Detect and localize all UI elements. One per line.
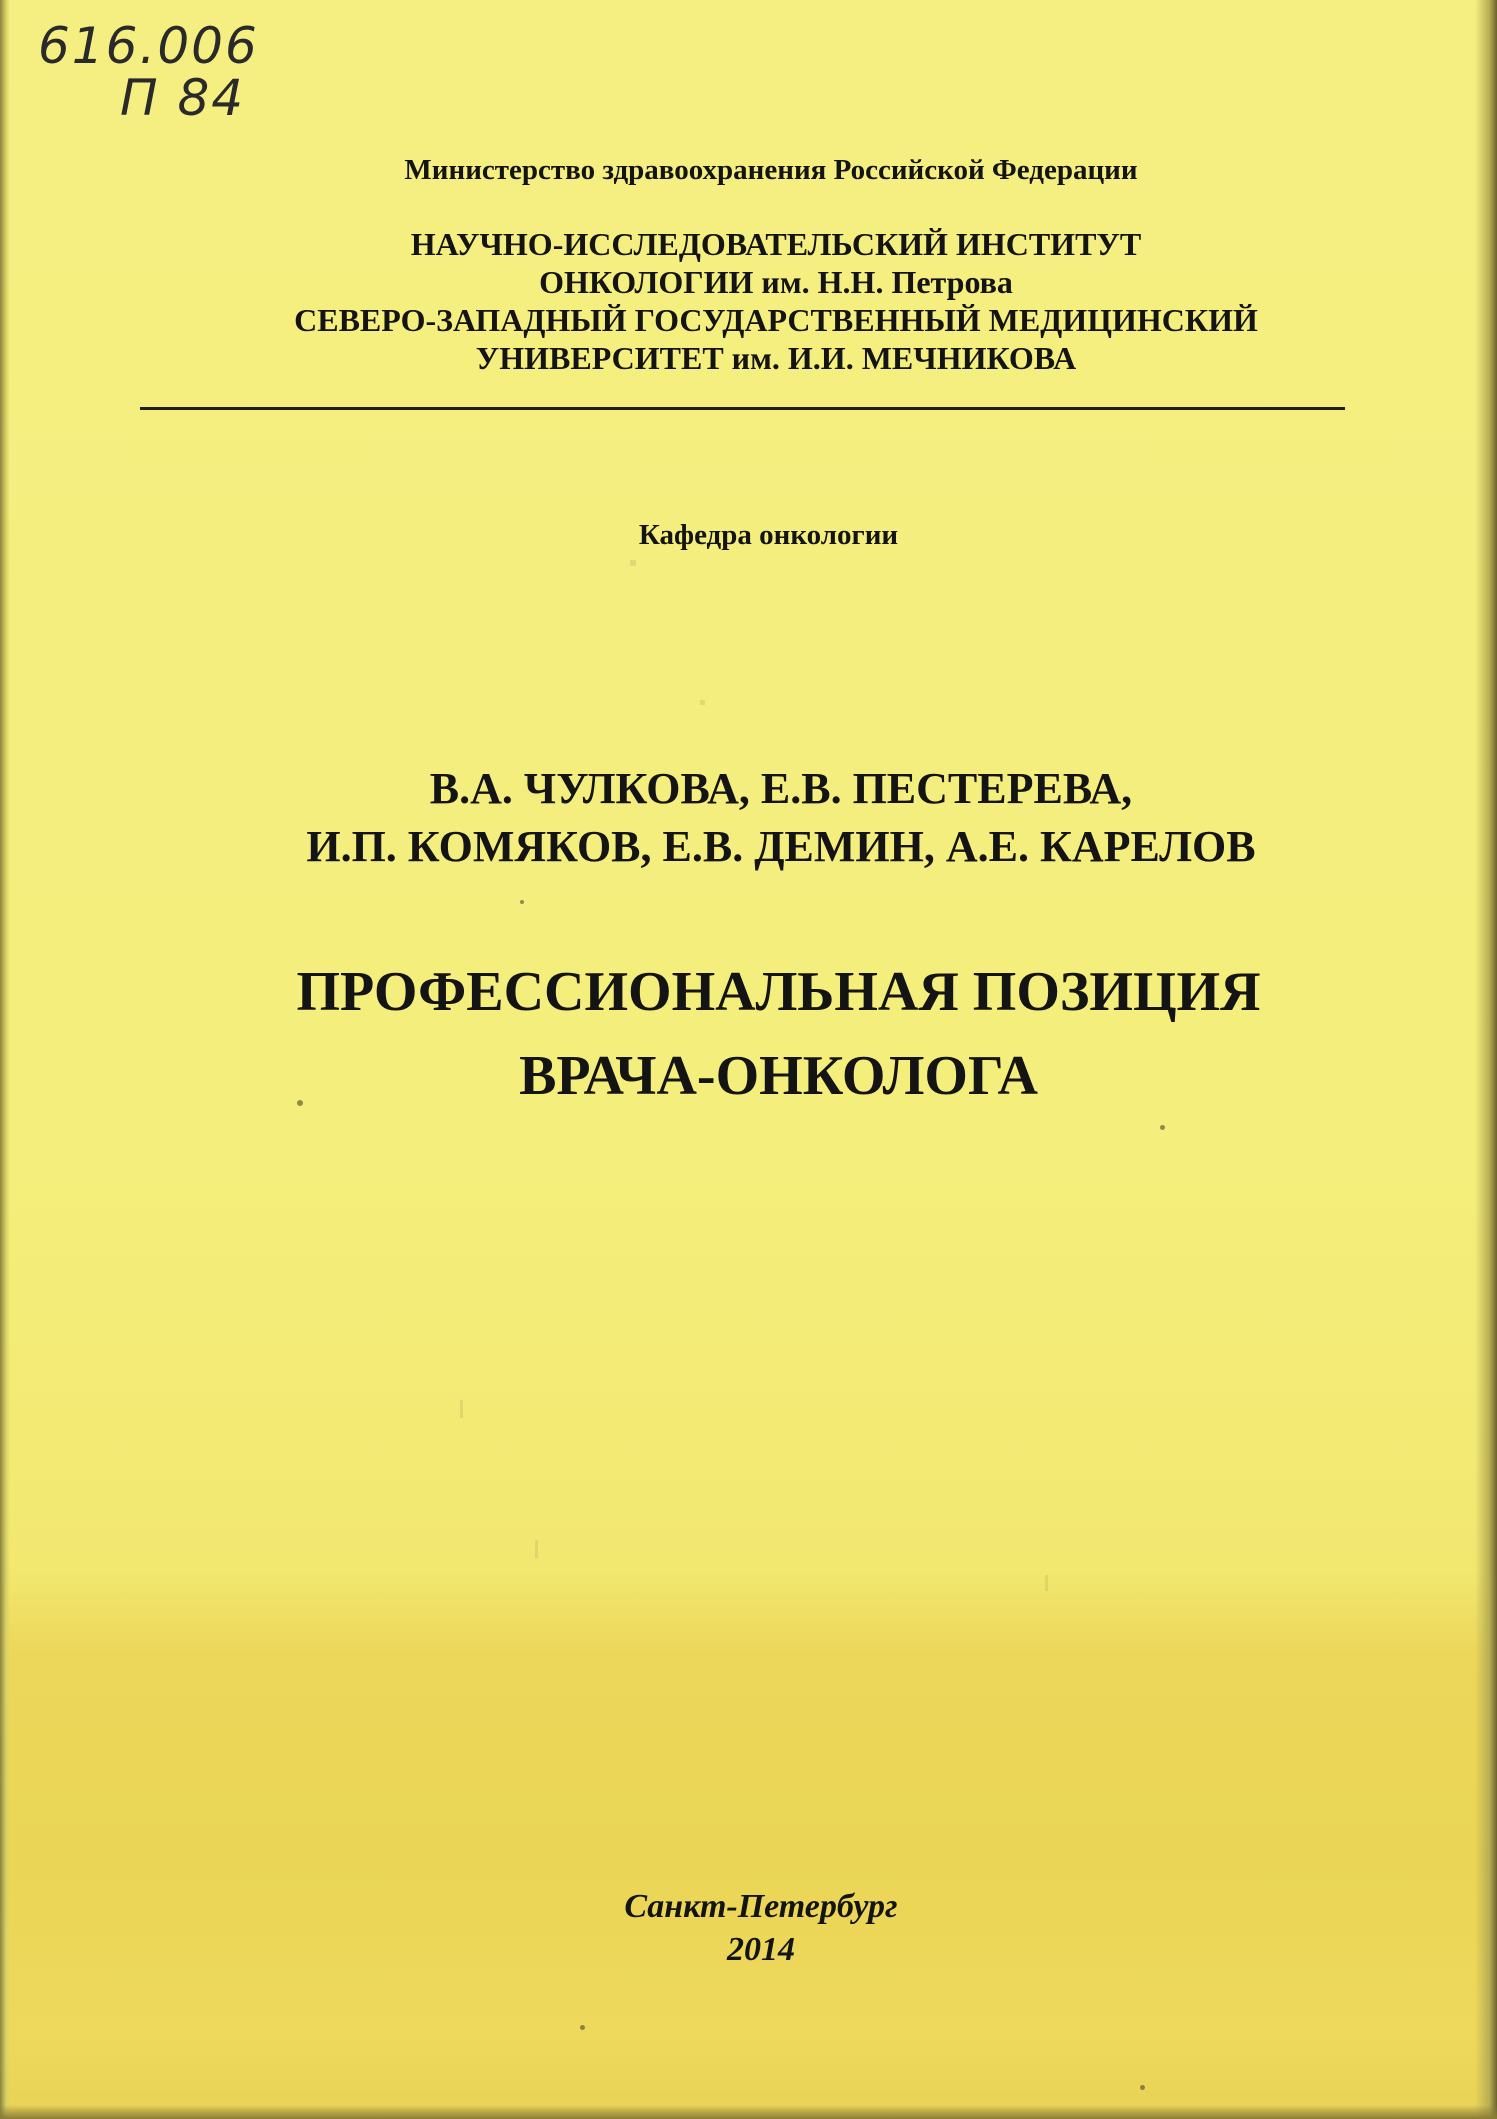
scan-speck: [460, 1400, 463, 1418]
scan-speck: [580, 2025, 585, 2030]
authors-line: И.П. КОМЯКОВ, Е.В. ДЕМИН, А.Е. КАРЕЛОВ: [306, 822, 1256, 871]
publication-city: Санкт-Петербург: [624, 1888, 898, 1925]
scan-speck: [520, 900, 524, 904]
publication-year: 2014: [727, 1931, 795, 1968]
scan-speck: [1160, 1125, 1165, 1130]
scan-speck: [535, 1540, 538, 1558]
book-title-line: ПРОФЕССИОНАЛЬНАЯ ПОЗИЦИЯ: [296, 961, 1261, 1023]
authors-line: В.А. ЧУЛКОВА, Е.В. ПЕСТЕРЕВА,: [429, 764, 1133, 813]
header-divider: [140, 407, 1345, 410]
book-title: [0, 950, 1497, 1118]
department-name: Кафедра онкологии: [638, 519, 899, 551]
institution-line: УНИВЕРСИТЕТ им. И.И. МЕЧНИКОВА: [475, 340, 1077, 376]
scan-speck: [700, 700, 705, 705]
ministry-name: Министерство здравоохранения Российской Федерации: [404, 154, 1138, 186]
scan-speck: [1140, 2085, 1145, 2090]
shelfmark-classification: 616.006: [38, 17, 259, 75]
institution-block: [0, 225, 1497, 377]
institution-line: ОНКОЛОГИИ им. Н.Н. Петрова: [539, 264, 1013, 300]
book-title-line: ВРАЧА-ОНКОЛОГА: [519, 1045, 1038, 1107]
scan-speck: [630, 560, 636, 566]
scan-speck: [1045, 1575, 1048, 1591]
authors-block: [0, 760, 1497, 876]
institution-line: НАУЧНО-ИССЛЕДОВАТЕЛЬСКИЙ ИНСТИТУТ: [410, 226, 1142, 262]
scan-edge-bottom: [0, 2105, 1497, 2119]
publication-info: [0, 1885, 1497, 1971]
library-shelfmark: [38, 17, 259, 127]
institution-line: СЕВЕРО-ЗАПАДНЫЙ ГОСУДАРСТВЕННЫЙ МЕДИЦИНСКИЙ: [294, 302, 1258, 338]
shelfmark-author-mark: П 84: [120, 69, 246, 127]
